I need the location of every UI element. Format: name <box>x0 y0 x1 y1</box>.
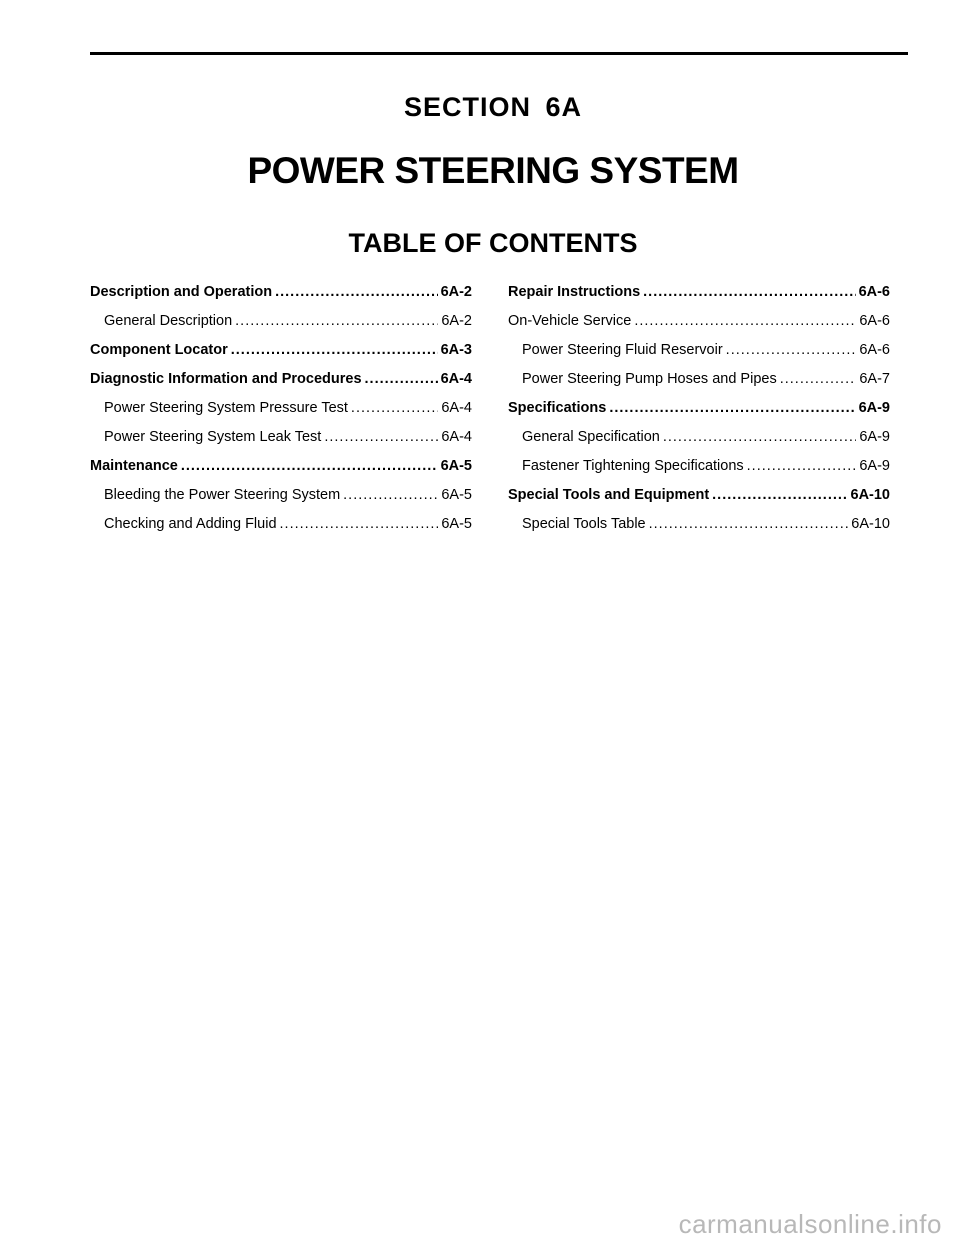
dot-leader <box>663 423 857 452</box>
toc-entry-label: Power Steering Pump Hoses and Pipes <box>522 371 777 387</box>
toc-entry[interactable] <box>90 423 472 452</box>
toc-right-column <box>508 278 890 539</box>
toc-entry-page: 6A-2 <box>440 284 472 300</box>
toc-entry-label: Power Steering Fluid Reservoir <box>522 342 723 358</box>
toc-entry-page: 6A-5 <box>441 487 472 503</box>
dot-leader <box>747 452 857 481</box>
dot-leader <box>609 394 855 423</box>
toc-entry-page: 6A-9 <box>858 400 890 416</box>
toc-entry-label: Special Tools and Equipment <box>508 487 710 503</box>
toc-entry[interactable] <box>508 365 890 394</box>
toc-entry-label: Bleeding the Power Steering System <box>104 487 341 503</box>
dot-leader <box>231 336 438 365</box>
toc-entry-label: Description and Operation <box>90 284 273 300</box>
toc-entry-label: On-Vehicle Service <box>508 313 632 329</box>
toc-entry-label: Checking and Adding Fluid <box>104 516 277 532</box>
toc-entry-page: 6A-4 <box>441 429 472 445</box>
dot-leader <box>634 307 856 336</box>
watermark-text: carmanualsonline.info <box>678 1209 942 1239</box>
toc-entry[interactable] <box>508 510 890 539</box>
toc-entry-label: General Description <box>104 313 233 329</box>
toc-entry[interactable] <box>90 336 472 365</box>
toc-entry[interactable] <box>90 307 472 336</box>
toc-entry-label: Repair Instructions <box>508 284 641 300</box>
top-rule <box>90 52 908 55</box>
toc-entry-label: Special Tools Table <box>522 516 646 532</box>
toc-heading: TABLE OF CONTENTS <box>348 228 638 258</box>
toc-entry-page: 6A-5 <box>440 458 472 474</box>
dot-leader <box>235 307 438 336</box>
toc-entry[interactable] <box>508 481 890 510</box>
toc-entry-label: Component Locator <box>90 342 228 358</box>
toc-entry[interactable] <box>90 365 472 394</box>
toc-entry[interactable] <box>508 336 890 365</box>
dot-leader <box>649 510 849 539</box>
dot-leader <box>280 510 439 539</box>
toc-entry-label: Power Steering System Leak Test <box>104 429 322 445</box>
dot-leader <box>275 278 437 307</box>
toc-entry-page: 6A-9 <box>859 429 890 445</box>
toc-entry[interactable] <box>90 510 472 539</box>
dot-leader <box>780 365 857 394</box>
dot-leader <box>343 481 438 510</box>
toc-entry[interactable] <box>508 423 890 452</box>
dot-leader <box>351 394 438 423</box>
dot-leader <box>324 423 438 452</box>
toc-entry[interactable] <box>508 278 890 307</box>
toc-entry-label: Power Steering System Pressure Test <box>104 400 348 416</box>
toc-entry-page: 6A-10 <box>850 487 890 503</box>
toc-entry-label: Fastener Tightening Specifications <box>522 458 744 474</box>
toc-entry-label: Specifications <box>508 400 607 416</box>
toc-entry-label: General Specification <box>522 429 660 445</box>
toc-entry-page: 6A-4 <box>441 400 472 416</box>
toc-entry[interactable] <box>508 394 890 423</box>
page-title: POWER STEERING SYSTEM <box>247 150 739 191</box>
dot-leader <box>643 278 855 307</box>
toc-entry[interactable] <box>90 481 472 510</box>
toc-entry-page: 6A-6 <box>859 342 890 358</box>
toc-entry-page: 6A-7 <box>859 371 890 387</box>
toc-entry-page: 6A-3 <box>440 342 472 358</box>
toc-entry[interactable] <box>90 452 472 481</box>
toc-entry-page: 6A-4 <box>440 371 472 387</box>
toc-entry-page: 6A-9 <box>859 458 890 474</box>
toc-entry-label: Diagnostic Information and Procedures <box>90 371 362 387</box>
toc-entry[interactable] <box>90 278 472 307</box>
toc-left-column <box>90 278 472 539</box>
section-number: SECTION 6A <box>403 92 583 122</box>
toc-entry-page: 6A-5 <box>441 516 472 532</box>
dot-leader <box>726 336 857 365</box>
toc-entry-page: 6A-6 <box>858 284 890 300</box>
toc-entry-page: 6A-10 <box>851 516 890 532</box>
toc-entry-page: 6A-6 <box>859 313 890 329</box>
toc-entry-label: Maintenance <box>90 458 178 474</box>
toc-entry[interactable] <box>508 452 890 481</box>
dot-leader <box>365 365 438 394</box>
toc-entry-page: 6A-2 <box>441 313 472 329</box>
dot-leader <box>181 452 438 481</box>
toc-entry[interactable] <box>508 307 890 336</box>
dot-leader <box>712 481 847 510</box>
toc-entry[interactable] <box>90 394 472 423</box>
